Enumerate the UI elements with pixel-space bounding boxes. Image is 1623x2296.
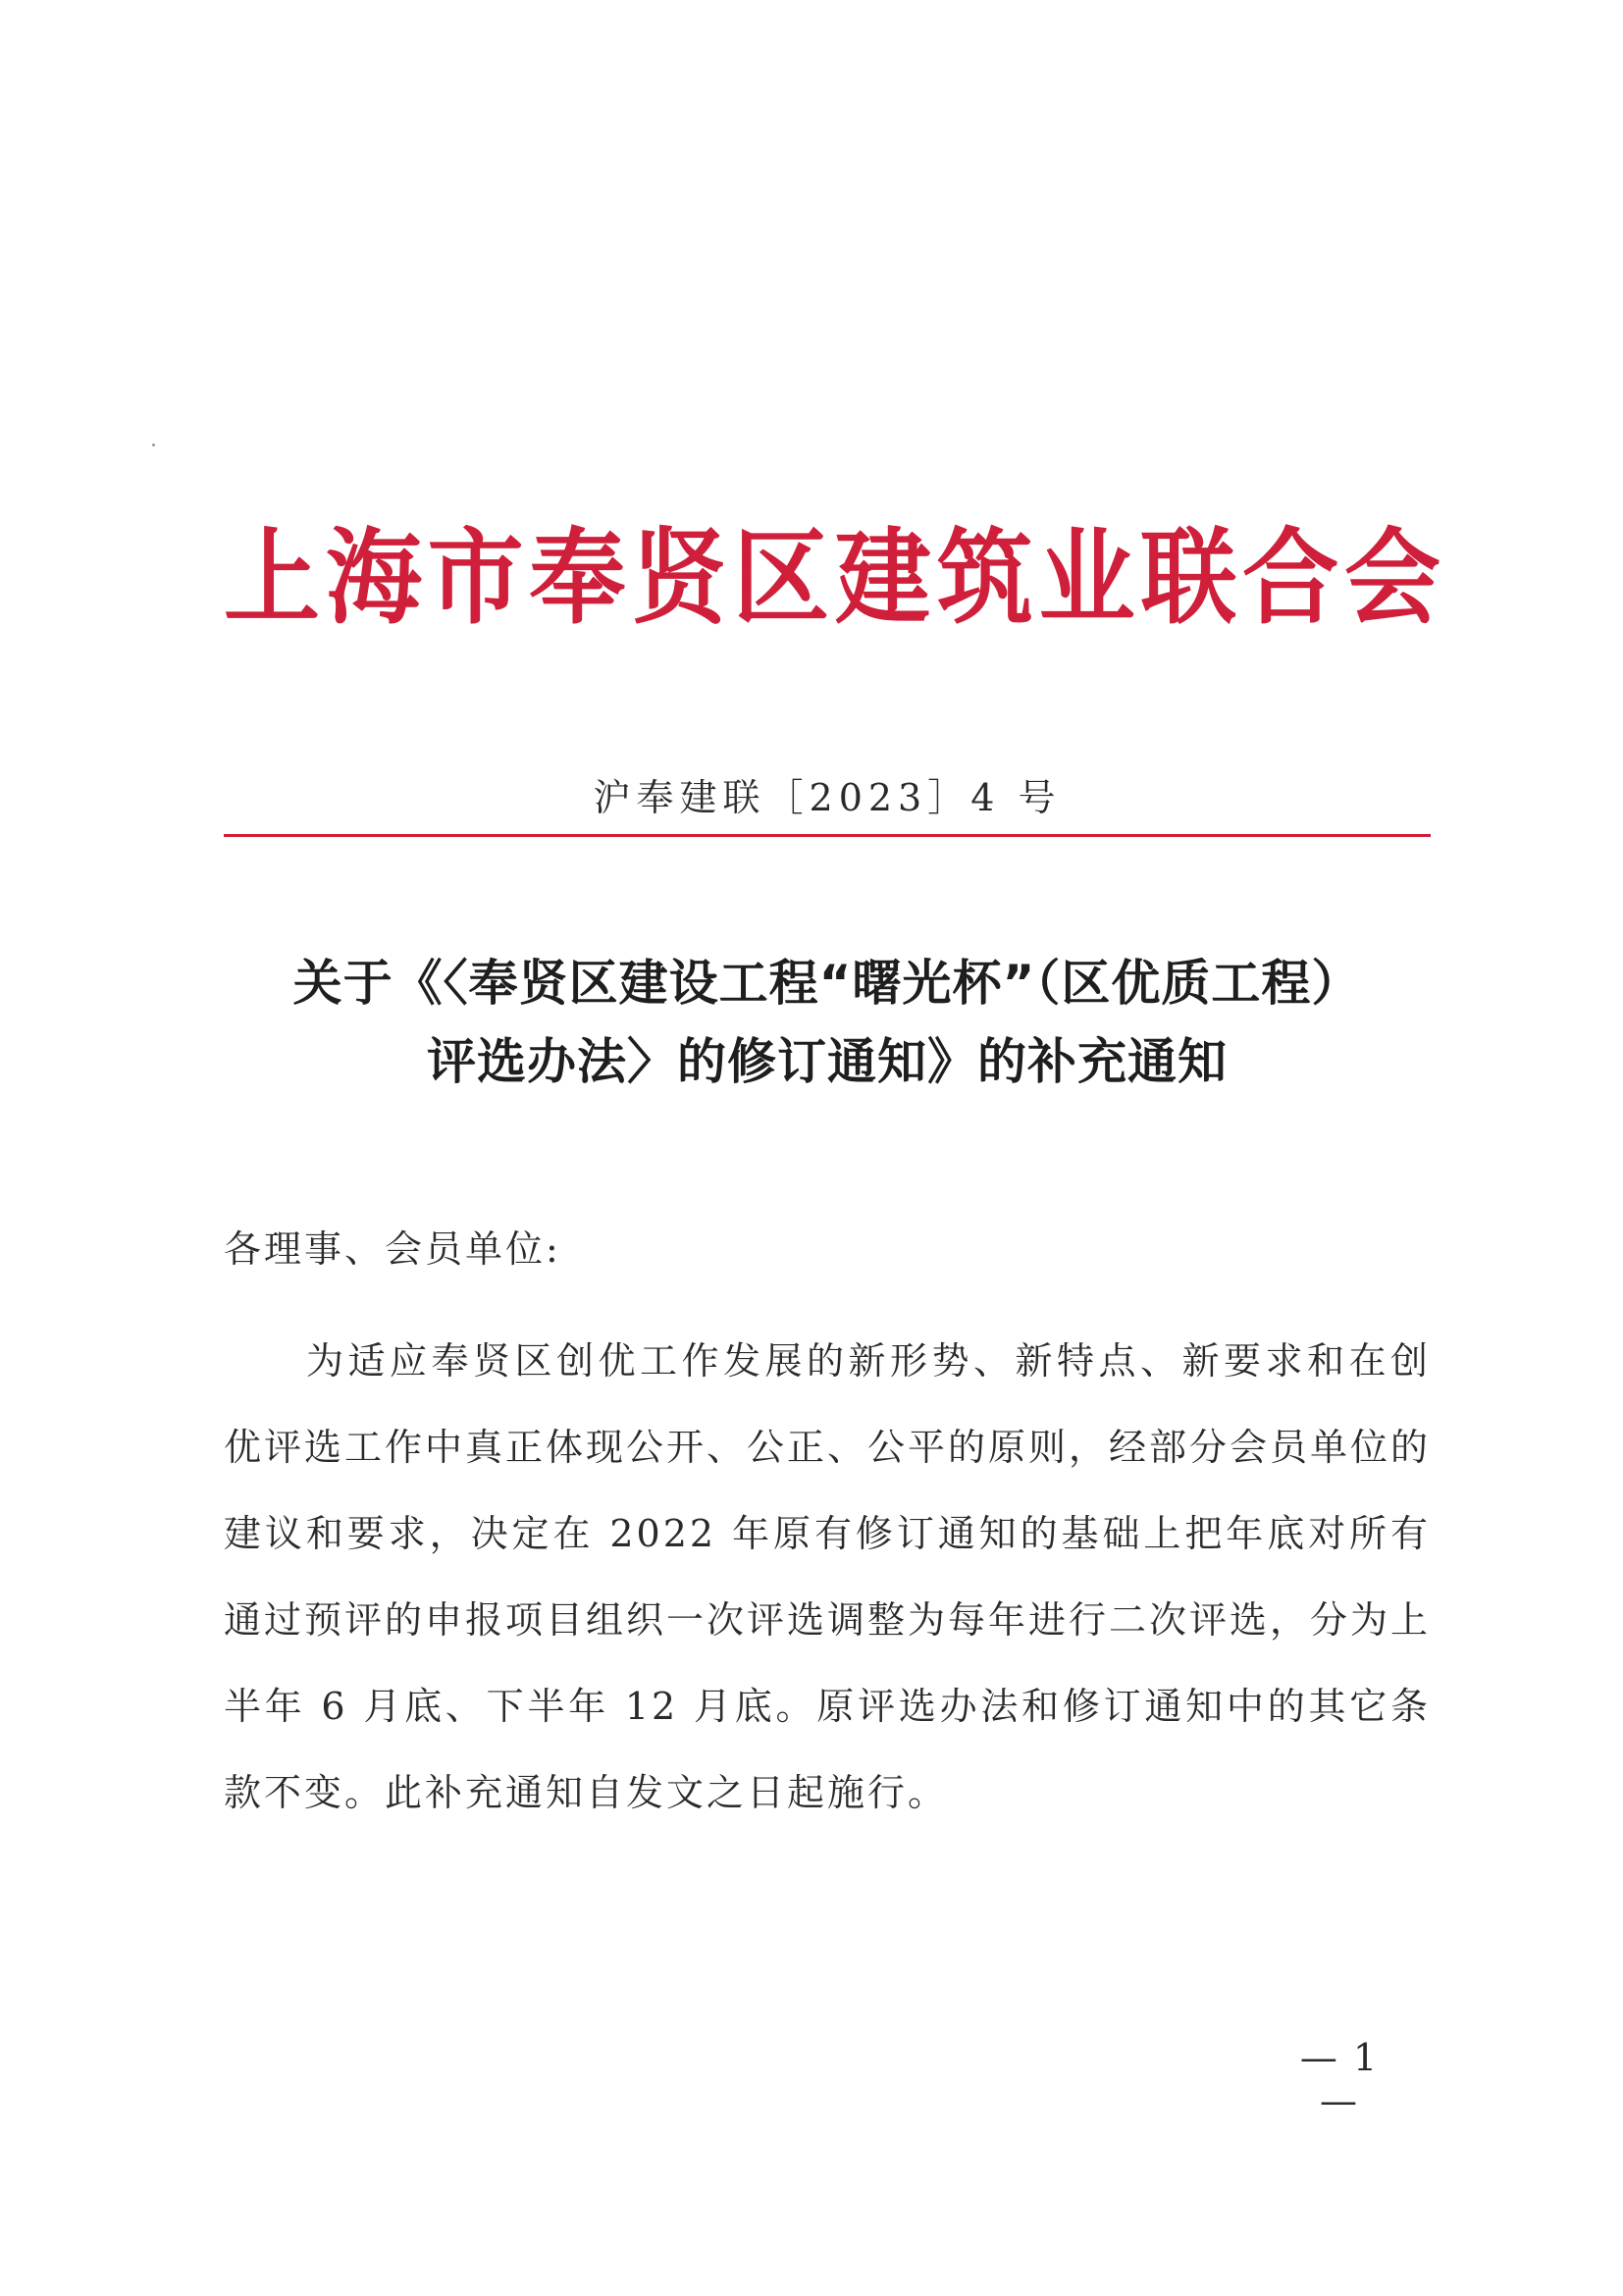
org-char: 贤 bbox=[631, 516, 728, 639]
organization-header bbox=[224, 510, 1440, 639]
document-number: 沪奉建联［2023］4 号 bbox=[593, 776, 1062, 819]
title-line-2: 评选办法〉的修订通知》的补充通知 bbox=[427, 1033, 1228, 1090]
scan-speck bbox=[152, 444, 155, 446]
org-char: 区 bbox=[733, 516, 830, 639]
org-char: 业 bbox=[1038, 516, 1135, 639]
org-char: 奉 bbox=[529, 516, 626, 639]
org-char: 联 bbox=[1140, 516, 1237, 639]
document-title bbox=[224, 944, 1431, 1101]
body-paragraph: 为适应奉贤区创优工作发展的新形势、新特点、新要求和在创优评选工作中真正体现公开、公正、公平的原则，经部分会员单位的建议和要求，决定在 2022 年原有修订通知的基础上把年底对所有通过预评的申报项目组织一次评选调整为每年进行二次评选，分为上半年 6 月底、下半年 12 月底。原评选办法和修订通知中的其它条款不变。此补充通知自发文之日起施行。 bbox=[224, 1339, 1432, 1814]
org-char: 筑 bbox=[936, 516, 1033, 639]
org-char: 合 bbox=[1242, 516, 1339, 639]
salutation: 各理事、会员单位: bbox=[224, 1227, 561, 1271]
org-char: 海 bbox=[325, 516, 422, 639]
title-line-1: 关于《〈奉贤区建设工程“曙光杯”（区优质工程） bbox=[292, 955, 1362, 1012]
org-char: 建 bbox=[834, 516, 931, 639]
red-divider-line bbox=[224, 834, 1431, 837]
org-char: 上 bbox=[224, 516, 321, 639]
org-char: 会 bbox=[1343, 516, 1440, 639]
page-number: — 1 — bbox=[1299, 2036, 1380, 2122]
org-char: 市 bbox=[427, 516, 524, 639]
